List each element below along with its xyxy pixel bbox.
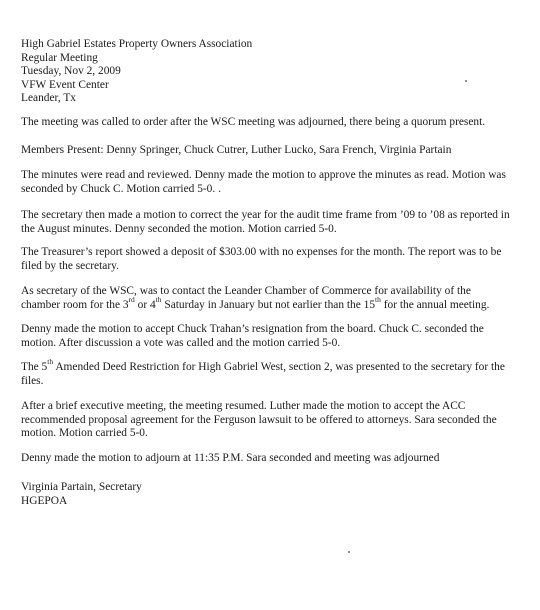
paragraph-line: motion. Motion carried 5-0. xyxy=(21,427,148,440)
text-run: The 5 xyxy=(21,361,48,373)
ordinal-suffix: th xyxy=(47,357,54,367)
text-run: chamber room for the 3 xyxy=(21,298,129,311)
scan-speck xyxy=(465,80,467,82)
paragraph-deed-restriction xyxy=(21,357,521,388)
paragraph-line: As secretary of the WSC, was to contact the Leander Chamber of Commerce for availability of the xyxy=(21,285,471,297)
paragraph-line: Denny made the motion to adjourn at 11:35 P.M. Sara seconded and meeting was adjourned xyxy=(21,452,440,464)
paragraph-line xyxy=(21,294,521,313)
scan-speck xyxy=(348,551,350,553)
ordinal-suffix: th xyxy=(375,294,381,304)
paragraph-adjournment xyxy=(21,452,521,466)
paragraph-treasurer-report xyxy=(21,246,521,273)
paragraph-line: motion. After discussion a vote was called and the motion carried 5-0. xyxy=(21,336,341,349)
signature-name: Virginia Partain, Secretary xyxy=(21,481,142,493)
paragraph-minutes-approval xyxy=(21,169,521,196)
organization-name: High Gabriel Estates Property Owners Association xyxy=(21,38,253,50)
paragraph-line: files. xyxy=(21,374,44,387)
paragraph-call-to-order xyxy=(21,116,521,130)
paragraph-line: The minutes were read and reviewed. Denny made the motion to approve the minutes as read. Motion was xyxy=(21,169,506,181)
meeting-venue: VFW Event Center xyxy=(21,78,109,91)
paragraph-line: After a brief executive meeting, the meeting resumed. Luther made the motion to accept the ACC xyxy=(21,400,466,412)
paragraph-line: The secretary then made a motion to correct the year for the audit time frame from ’09 to ’08 as reported in xyxy=(21,209,510,221)
meeting-date: Tuesday, Nov 2, 2009 xyxy=(21,65,121,78)
paragraph-line: seconded by Chuck C. Motion carried 5-0. . xyxy=(21,182,221,195)
signature-org: HGEPOA xyxy=(21,494,68,507)
paragraph-line xyxy=(21,357,521,375)
text-run: Amended Deed Restriction for High Gabriel West, section 2, was presented to the secretary for the xyxy=(53,361,505,373)
text-run: or 4 xyxy=(134,298,156,311)
paragraph-line: the August minutes. Denny seconded the motion. Motion carried 5-0. xyxy=(21,222,337,235)
text-run: Saturday in January but not earlier than the 15 xyxy=(161,298,376,311)
ordinal-suffix: rd xyxy=(128,294,135,304)
paragraph-audit-correction xyxy=(21,209,521,236)
paragraph-line: Members Present: Denny Springer, Chuck Cutrer, Luther Lucko, Sara French, Virginia Partain xyxy=(21,144,452,156)
paragraph-executive-meeting xyxy=(21,400,521,441)
paragraph-members-present xyxy=(21,144,521,158)
paragraph-line: The Treasurer’s report showed a deposit of $303.00 with no expenses for the month. The report was to be xyxy=(21,246,502,258)
ordinal-suffix: th xyxy=(155,294,162,304)
paragraph-line: Denny made the motion to accept Chuck Trahan’s resignation from the board. Chuck C. seconded the xyxy=(21,323,484,335)
paragraph-line: recommended proposal agreement for the Ferguson lawsuit to be offered to attorneys. Sara seconded the xyxy=(21,413,497,426)
meeting-city: Leander, Tx xyxy=(21,92,76,105)
signature-block xyxy=(21,481,321,508)
text-run: for the annual meeting. xyxy=(380,298,490,311)
paragraph-chamber-room xyxy=(21,285,521,312)
paragraph-line: filed by the secretary. xyxy=(21,259,119,272)
meeting-type: Regular Meeting xyxy=(21,51,98,64)
document-header xyxy=(21,38,521,106)
paragraph-line: The meeting was called to order after the WSC meeting was adjourned, there being a quorum present. xyxy=(21,116,486,128)
paragraph-resignation xyxy=(21,323,521,350)
